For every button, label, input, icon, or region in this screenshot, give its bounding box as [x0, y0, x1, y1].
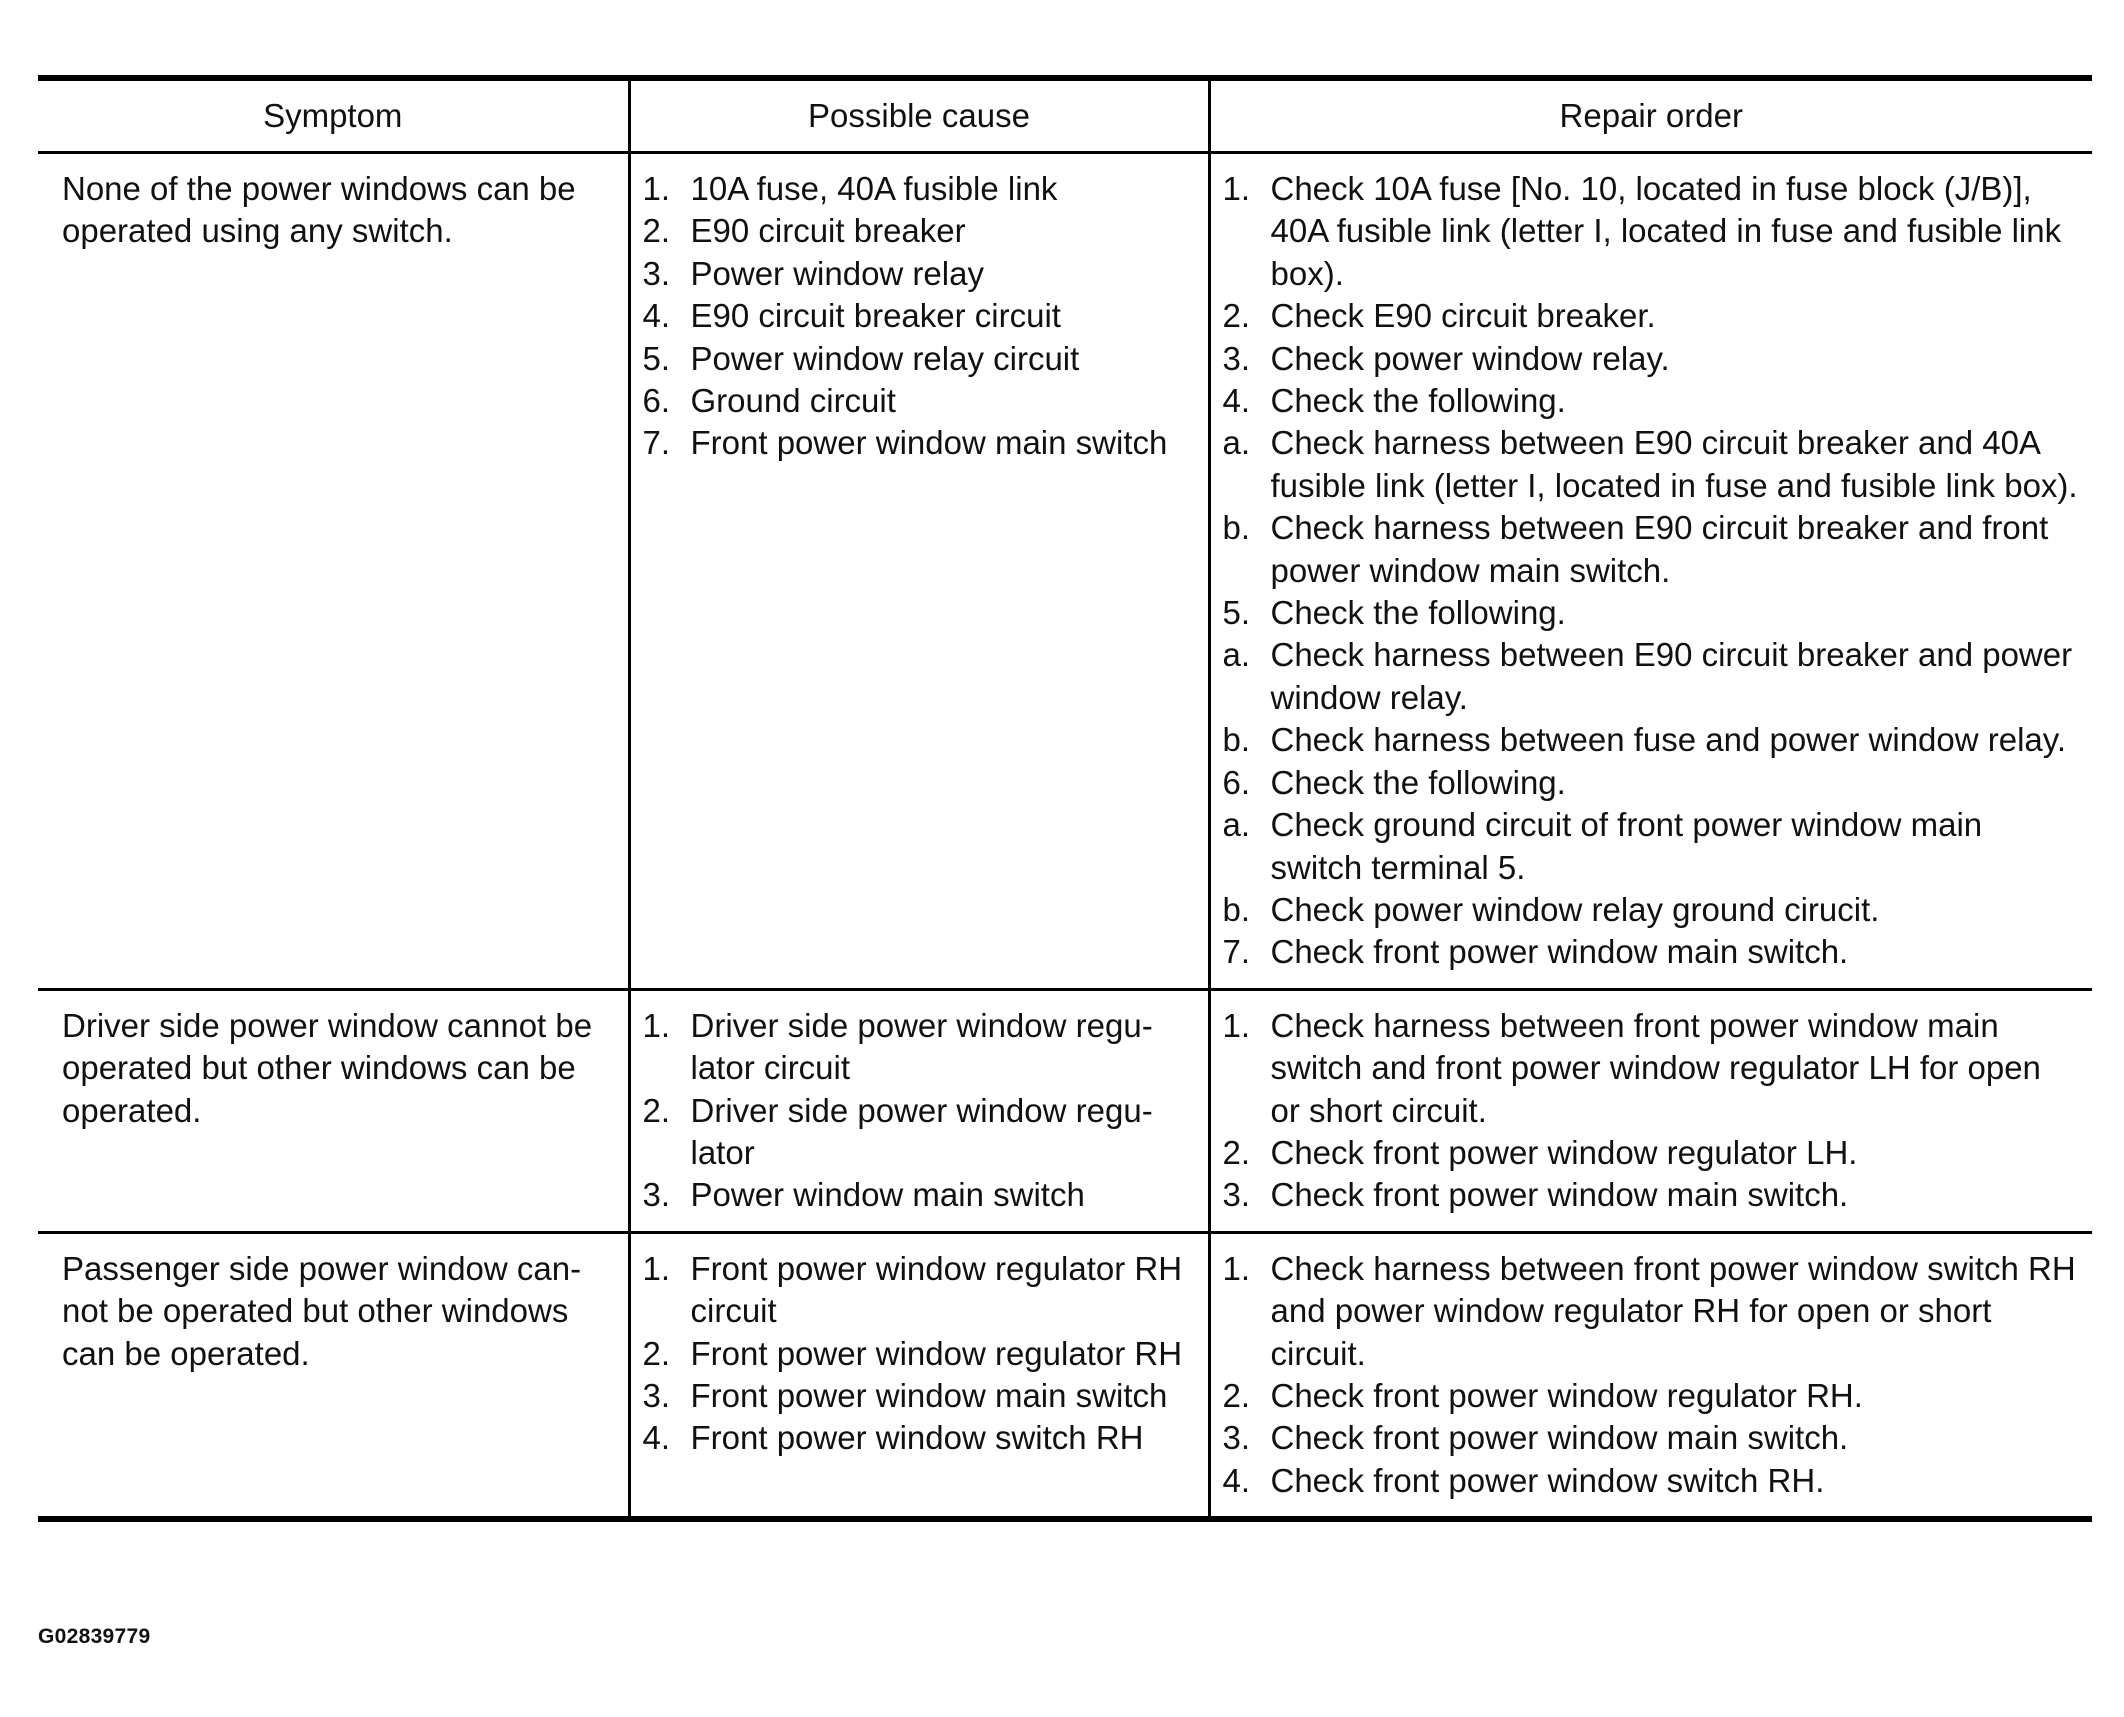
repair-item [1223, 295, 2079, 337]
repair-item-marker: 1. [1222, 1006, 1251, 1044]
cause-item-text: E90 circuit breaker circuit [690, 297, 1061, 335]
cause-item-text: Ground circuit [690, 382, 896, 420]
cause-item [643, 210, 1200, 252]
repair-item-marker: 3. [1222, 339, 1251, 377]
cause-item-marker: 2. [642, 1091, 671, 1129]
symptom-cell [38, 1232, 629, 1519]
repair-item [1223, 507, 2079, 592]
repair-item [1223, 762, 2079, 804]
symptom-text: Passenger side power window can-not be operated but other windows can be operated. [62, 1249, 582, 1372]
repair-item-marker: 1. [1222, 1249, 1251, 1287]
repair-item-marker: a. [1222, 806, 1251, 844]
repair-item [1223, 338, 2079, 380]
header-repair-order: Repair order [1209, 78, 2092, 153]
cause-item-text: Power window relay [690, 254, 984, 292]
cause-item-marker: 5. [642, 339, 671, 377]
repair-item [1223, 1132, 2079, 1174]
repair-item [1223, 1005, 2079, 1132]
repair-item-text: Check front power window main switch. [1270, 1176, 1849, 1214]
cause-item [643, 295, 1200, 337]
possible-cause-cell-list [643, 1248, 1200, 1460]
cause-item-marker: 4. [642, 1419, 671, 1457]
cause-item-marker: 1. [642, 1249, 671, 1287]
repair-item [1223, 804, 2079, 889]
repair-item-text: Check front power window switch RH. [1270, 1461, 1825, 1499]
repair-item-text: Check ground circuit of front power window main switch terminal 5. [1270, 806, 1983, 886]
repair-item-marker: b. [1222, 890, 1251, 928]
cause-item [643, 1248, 1200, 1333]
repair-item [1223, 1174, 2079, 1216]
figure-id: G02839779 [38, 1625, 151, 1648]
repair-item [1223, 1460, 2079, 1502]
repair-item-marker: 7. [1222, 933, 1251, 971]
repair-item-marker: 4. [1222, 1461, 1251, 1499]
cause-item-text: Front power window main switch [690, 1376, 1168, 1414]
possible-cause-cell-list [643, 168, 1200, 465]
cause-item-marker: 3. [642, 1376, 671, 1414]
diagnosis-table-container [38, 75, 2092, 1522]
repair-item-marker: b. [1222, 721, 1251, 759]
repair-item-marker: 3. [1222, 1419, 1251, 1457]
repair-item-text: Check the following. [1270, 382, 1566, 420]
table-row [38, 1232, 2092, 1519]
possible-cause-cell [629, 153, 1209, 990]
diagnosis-table [38, 75, 2092, 1522]
repair-item-text: Check harness between front power window switch RH and power window regulator RH for open or short circuit. [1270, 1249, 2076, 1372]
repair-item-text: Check harness between E90 circuit breaker and 40A fusible link (letter I, located in fuse and fusible link box). [1270, 424, 2078, 504]
repair-item-marker: b. [1222, 509, 1251, 547]
possible-cause-cell [629, 1232, 1209, 1519]
cause-item-text: Front power window regulator RH [690, 1334, 1183, 1372]
repair-item [1223, 168, 2079, 295]
cause-item [643, 422, 1200, 464]
cause-item-marker: 4. [642, 297, 671, 335]
repair-item-text: Check harness between E90 circuit breaker and front power window main switch. [1270, 509, 2049, 589]
repair-item-text: Check the following. [1270, 594, 1566, 632]
repair-item-text: Check harness between E90 circuit breaker and power window relay. [1270, 636, 2073, 716]
cause-item [643, 1417, 1200, 1459]
repair-item-text: Check harness between front power window main switch and front power window regulator LH for open or short circuit. [1270, 1006, 2041, 1129]
cause-item-marker: 2. [642, 1334, 671, 1372]
cause-item-marker: 2. [642, 212, 671, 250]
cause-item [643, 1005, 1200, 1090]
repair-item-marker: a. [1222, 424, 1251, 462]
symptom-cell [38, 153, 629, 990]
repair-item-marker: 2. [1222, 297, 1251, 335]
symptom-text: None of the power windows can be operated using any switch. [62, 170, 576, 250]
cause-item-marker: 1. [642, 1006, 671, 1044]
repair-item-text: Check the following. [1270, 763, 1566, 801]
cause-item [643, 168, 1200, 210]
repair-order-cell [1209, 153, 2092, 990]
repair-item-text: Check power window relay ground cirucit. [1270, 890, 1880, 928]
cause-item-text: Power window main switch [690, 1176, 1085, 1214]
repair-item-text: Check front power window regulator RH. [1270, 1376, 1863, 1414]
repair-item-marker: 3. [1222, 1176, 1251, 1214]
repair-item [1223, 380, 2079, 422]
repair-item [1223, 889, 2079, 931]
cause-item-marker: 6. [642, 382, 671, 420]
cause-item-marker: 7. [642, 424, 671, 462]
cause-item-text: Front power window regulator RH circuit [690, 1249, 1183, 1330]
cause-item [643, 1375, 1200, 1417]
cause-item-text: Front power window switch RH [690, 1419, 1144, 1457]
cause-item [643, 1333, 1200, 1375]
repair-item-marker: 6. [1222, 763, 1251, 801]
repair-item-text: Check 10A fuse [No. 10, located in fuse block (J/B)], 40A fusible link (letter I, located in fuse and fusible link box). [1270, 170, 2062, 292]
possible-cause-cell [629, 989, 1209, 1232]
repair-item-marker: 5. [1222, 594, 1251, 632]
repair-item-text: Check power window relay. [1270, 339, 1670, 377]
repair-order-cell [1209, 989, 2092, 1232]
cause-item-marker: 3. [642, 1176, 671, 1214]
repair-item [1223, 1375, 2079, 1417]
cause-item [643, 338, 1200, 380]
repair-item-text: Check front power window regulator LH. [1270, 1133, 1858, 1171]
symptom-text: Driver side power window cannot be operated but other windows can be operated. [62, 1006, 593, 1129]
cause-item [643, 1174, 1200, 1216]
repair-item [1223, 422, 2079, 507]
possible-cause-cell-list [643, 1005, 1200, 1217]
cause-item-text: E90 circuit breaker [690, 212, 966, 250]
repair-item-marker: 4. [1222, 382, 1251, 420]
cause-item [643, 380, 1200, 422]
repair-order-cell-list [1223, 168, 2079, 974]
repair-item-text: Check harness between fuse and power window relay. [1270, 721, 2066, 759]
repair-order-cell-list [1223, 1248, 2079, 1502]
repair-item [1223, 931, 2079, 973]
table-row [38, 989, 2092, 1232]
repair-item [1223, 592, 2079, 634]
cause-item-text: 10A fuse, 40A fusible link [690, 170, 1058, 207]
cause-item-text: Driver side power window regu-lator [690, 1091, 1153, 1171]
cause-item-marker: 3. [642, 254, 671, 292]
header-symptom: Symptom [38, 78, 629, 153]
repair-item [1223, 719, 2079, 761]
header-row [38, 78, 2092, 153]
repair-item [1223, 634, 2079, 719]
repair-item-text: Check E90 circuit breaker. [1270, 297, 1656, 335]
symptom-cell [38, 989, 629, 1232]
repair-item-text: Check front power window main switch. [1270, 933, 1849, 971]
repair-item [1223, 1248, 2079, 1375]
repair-item-marker: 2. [1222, 1133, 1251, 1171]
repair-item-marker: 1. [1222, 170, 1251, 207]
header-possible-cause: Possible cause [629, 78, 1209, 153]
repair-item-text: Check front power window main switch. [1270, 1419, 1849, 1457]
cause-item-text: Front power window main switch [690, 424, 1168, 462]
repair-order-cell [1209, 1232, 2092, 1519]
cause-item-marker: 1. [642, 170, 671, 207]
repair-item-marker: 2. [1222, 1376, 1251, 1414]
cause-item-text: Power window relay circuit [690, 339, 1080, 377]
table-row [38, 153, 2092, 990]
cause-item [643, 253, 1200, 295]
repair-order-cell-list [1223, 1005, 2079, 1217]
cause-item [643, 1090, 1200, 1175]
repair-item-marker: a. [1222, 636, 1251, 674]
cause-item-text: Driver side power window regu-lator circuit [690, 1006, 1153, 1087]
repair-item [1223, 1417, 2079, 1459]
